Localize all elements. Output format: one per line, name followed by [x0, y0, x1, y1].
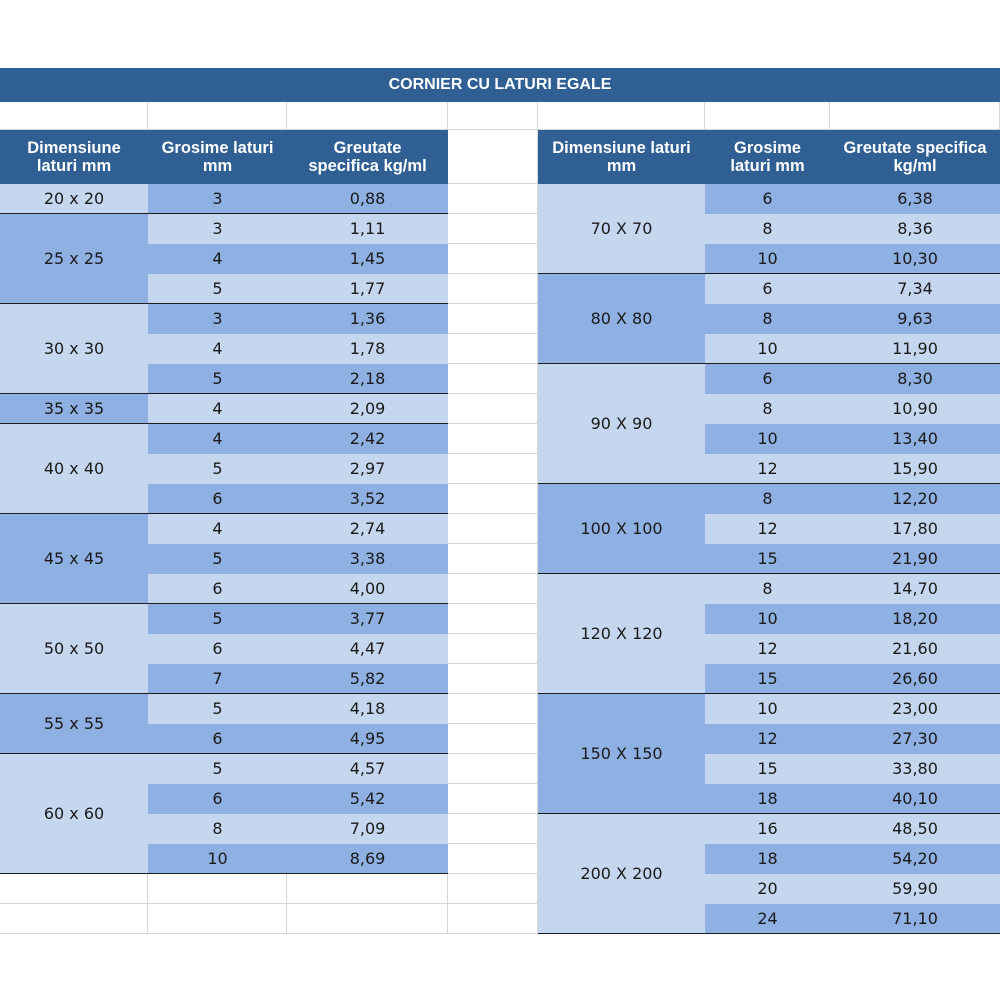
- weight-cell: 9,63: [830, 304, 1000, 334]
- thickness-cell: 12: [705, 724, 830, 754]
- empty-cell: [448, 214, 538, 244]
- empty-cell: [448, 130, 538, 184]
- group-divider: [538, 933, 1000, 934]
- weight-cell: 3,77: [287, 604, 448, 634]
- weight-cell: 48,50: [830, 814, 1000, 844]
- thickness-cell: 4: [148, 424, 287, 454]
- weight-cell: 2,74: [287, 514, 448, 544]
- thickness-cell: 4: [148, 244, 287, 274]
- weight-cell: 5,42: [287, 784, 448, 814]
- dimension-cell: 60 x 60: [0, 754, 148, 874]
- thickness-cell: 6: [148, 634, 287, 664]
- thickness-cell: 6: [148, 484, 287, 514]
- weight-cell: 40,10: [830, 784, 1000, 814]
- thickness-cell: 8: [705, 304, 830, 334]
- thickness-cell: 6: [705, 274, 830, 304]
- dimension-cell: 45 x 45: [0, 514, 148, 604]
- dimension-cell: 150 X 150: [538, 694, 705, 814]
- empty-cell: [448, 454, 538, 484]
- weight-cell: 2,42: [287, 424, 448, 454]
- weight-cell: 1,45: [287, 244, 448, 274]
- thickness-cell: 8: [148, 814, 287, 844]
- thickness-cell: 15: [705, 754, 830, 784]
- weight-cell: 4,47: [287, 634, 448, 664]
- thickness-cell: 5: [148, 364, 287, 394]
- weight-cell: 8,30: [830, 364, 1000, 394]
- empty-cell: [448, 274, 538, 304]
- empty-cell: [148, 874, 287, 904]
- empty-cell: [448, 424, 538, 454]
- empty-cell: [448, 694, 538, 724]
- empty-cell: [448, 604, 538, 634]
- thickness-cell: 8: [705, 574, 830, 604]
- weight-cell: 4,00: [287, 574, 448, 604]
- empty-cell: [830, 102, 1000, 130]
- thickness-cell: 10: [148, 844, 287, 874]
- weight-cell: 33,80: [830, 754, 1000, 784]
- empty-cell: [538, 102, 705, 130]
- thickness-cell: 6: [148, 724, 287, 754]
- empty-cell: [448, 544, 538, 574]
- thickness-cell: 15: [705, 664, 830, 694]
- weight-cell: 3,52: [287, 484, 448, 514]
- thickness-cell: 20: [705, 874, 830, 904]
- empty-cell: [448, 844, 538, 874]
- thickness-cell: 10: [705, 244, 830, 274]
- weight-cell: 71,10: [830, 904, 1000, 934]
- column-header-right-2: Greutate specifica kg/ml: [830, 130, 1000, 184]
- column-header-left-2: Greutate specifica kg/ml: [287, 130, 448, 184]
- weight-cell: 18,20: [830, 604, 1000, 634]
- weight-cell: 54,20: [830, 844, 1000, 874]
- empty-cell: [287, 904, 448, 934]
- weight-cell: 4,57: [287, 754, 448, 784]
- empty-cell: [448, 102, 538, 130]
- empty-cell: [448, 814, 538, 844]
- empty-cell: [448, 574, 538, 604]
- column-header-right-1: Grosime laturi mm: [705, 130, 830, 184]
- empty-cell: [287, 102, 448, 130]
- thickness-cell: 12: [705, 454, 830, 484]
- dimension-cell: 80 X 80: [538, 274, 705, 364]
- weight-cell: 1,36: [287, 304, 448, 334]
- weight-cell: 7,09: [287, 814, 448, 844]
- empty-cell: [448, 904, 538, 934]
- thickness-cell: 18: [705, 784, 830, 814]
- empty-cell: [448, 634, 538, 664]
- dimension-cell: 40 x 40: [0, 424, 148, 514]
- thickness-cell: 10: [705, 694, 830, 724]
- empty-cell: [448, 874, 538, 904]
- thickness-cell: 10: [705, 604, 830, 634]
- empty-cell: [448, 334, 538, 364]
- dimension-cell: 200 X 200: [538, 814, 705, 934]
- thickness-cell: 6: [148, 574, 287, 604]
- dimension-cell: 90 X 90: [538, 364, 705, 484]
- empty-cell: [705, 102, 830, 130]
- thickness-cell: 16: [705, 814, 830, 844]
- dimension-cell: 30 x 30: [0, 304, 148, 394]
- weight-cell: 26,60: [830, 664, 1000, 694]
- weight-cell: 12,20: [830, 484, 1000, 514]
- thickness-cell: 5: [148, 454, 287, 484]
- empty-cell: [287, 874, 448, 904]
- thickness-cell: 6: [705, 184, 830, 214]
- thickness-cell: 3: [148, 184, 287, 214]
- weight-cell: 4,95: [287, 724, 448, 754]
- empty-cell: [448, 394, 538, 424]
- empty-cell: [0, 904, 148, 934]
- thickness-cell: 8: [705, 484, 830, 514]
- dimension-cell: 50 x 50: [0, 604, 148, 694]
- thickness-cell: 4: [148, 334, 287, 364]
- weight-cell: 2,09: [287, 394, 448, 424]
- empty-cell: [448, 244, 538, 274]
- dimension-cell: 25 x 25: [0, 214, 148, 304]
- weight-cell: 23,00: [830, 694, 1000, 724]
- empty-cell: [448, 514, 538, 544]
- dimension-cell: 100 X 100: [538, 484, 705, 574]
- empty-cell: [148, 102, 287, 130]
- thickness-cell: 12: [705, 634, 830, 664]
- weight-cell: 10,90: [830, 394, 1000, 424]
- empty-cell: [448, 304, 538, 334]
- thickness-cell: 5: [148, 604, 287, 634]
- weight-cell: 6,38: [830, 184, 1000, 214]
- dimension-cell: 55 x 55: [0, 694, 148, 754]
- weight-cell: 1,78: [287, 334, 448, 364]
- weight-cell: 14,70: [830, 574, 1000, 604]
- weight-cell: 17,80: [830, 514, 1000, 544]
- weight-cell: 3,38: [287, 544, 448, 574]
- thickness-cell: 24: [705, 904, 830, 934]
- weight-cell: 1,11: [287, 214, 448, 244]
- thickness-cell: 3: [148, 304, 287, 334]
- thickness-cell: 18: [705, 844, 830, 874]
- thickness-cell: 10: [705, 424, 830, 454]
- weight-cell: 0,88: [287, 184, 448, 214]
- thickness-cell: 5: [148, 754, 287, 784]
- weight-cell: 21,60: [830, 634, 1000, 664]
- column-header-left-0: Dimensiune laturi mm: [0, 130, 148, 184]
- column-header-left-1: Grosime laturi mm: [148, 130, 287, 184]
- thickness-cell: 3: [148, 214, 287, 244]
- weight-cell: 59,90: [830, 874, 1000, 904]
- weight-cell: 15,90: [830, 454, 1000, 484]
- weight-cell: 13,40: [830, 424, 1000, 454]
- weight-cell: 1,77: [287, 274, 448, 304]
- thickness-cell: 7: [148, 664, 287, 694]
- weight-cell: 4,18: [287, 694, 448, 724]
- thickness-cell: 5: [148, 694, 287, 724]
- empty-cell: [448, 754, 538, 784]
- thickness-cell: 10: [705, 334, 830, 364]
- weight-cell: 2,18: [287, 364, 448, 394]
- weight-cell: 10,30: [830, 244, 1000, 274]
- weight-cell: 8,36: [830, 214, 1000, 244]
- thickness-cell: 4: [148, 514, 287, 544]
- table-title: CORNIER CU LATURI EGALE: [0, 68, 1000, 102]
- column-header-right-0: Dimensiune laturi mm: [538, 130, 705, 184]
- dimension-cell: 70 X 70: [538, 184, 705, 274]
- thickness-cell: 8: [705, 214, 830, 244]
- weight-cell: 11,90: [830, 334, 1000, 364]
- thickness-cell: 6: [148, 784, 287, 814]
- empty-cell: [448, 664, 538, 694]
- thickness-cell: 8: [705, 394, 830, 424]
- weight-cell: 5,82: [287, 664, 448, 694]
- empty-cell: [448, 364, 538, 394]
- dimension-cell: 20 x 20: [0, 184, 148, 214]
- weight-cell: 21,90: [830, 544, 1000, 574]
- empty-cell: [448, 184, 538, 214]
- thickness-cell: 12: [705, 514, 830, 544]
- thickness-cell: 5: [148, 544, 287, 574]
- empty-cell: [448, 784, 538, 814]
- weight-cell: 2,97: [287, 454, 448, 484]
- empty-cell: [448, 484, 538, 514]
- thickness-cell: 5: [148, 274, 287, 304]
- thickness-cell: 4: [148, 394, 287, 424]
- empty-cell: [0, 102, 148, 130]
- empty-cell: [448, 724, 538, 754]
- thickness-cell: 6: [705, 364, 830, 394]
- weight-cell: 8,69: [287, 844, 448, 874]
- thickness-cell: 15: [705, 544, 830, 574]
- dimension-cell: 35 x 35: [0, 394, 148, 424]
- dimension-cell: 120 X 120: [538, 574, 705, 694]
- weight-cell: 7,34: [830, 274, 1000, 304]
- empty-cell: [0, 874, 148, 904]
- weight-cell: 27,30: [830, 724, 1000, 754]
- empty-cell: [148, 904, 287, 934]
